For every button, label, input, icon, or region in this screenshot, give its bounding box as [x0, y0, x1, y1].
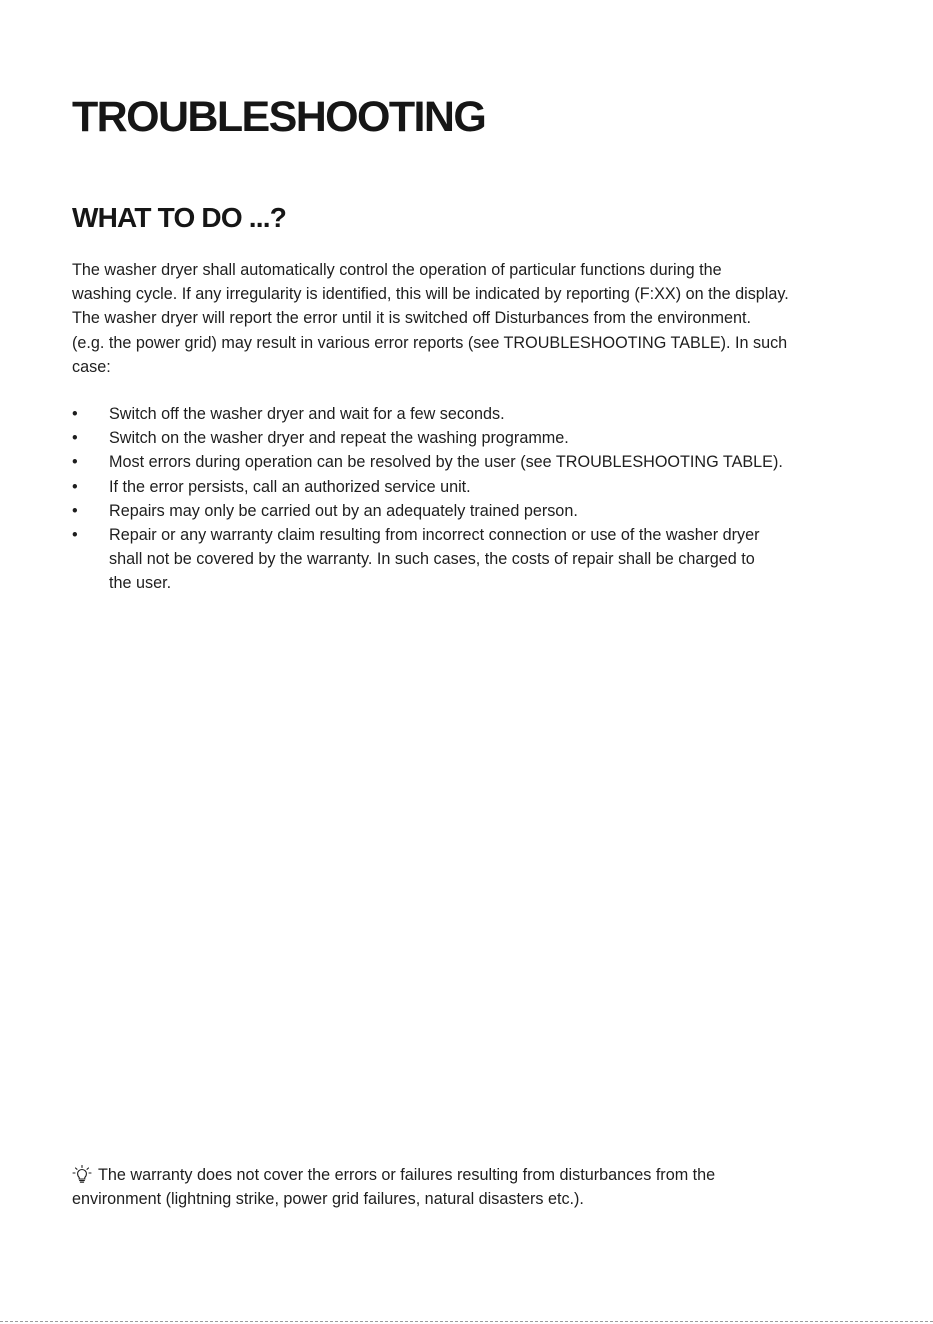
intro-line: case:: [72, 357, 111, 376]
bullet-marker: •: [72, 453, 78, 472]
list-item: [72, 426, 872, 450]
note-line: environment (lightning strike, power grid failures, natural disasters etc.).: [72, 1190, 584, 1209]
list-item-text: If the error persists, call an authorized service unit.: [109, 477, 471, 496]
bullet-marker: •: [72, 429, 78, 448]
list-item-text: Switch on the washer dryer and repeat the washing programme.: [109, 429, 569, 448]
intro-line: (e.g. the power grid) may result in various error reports (see TROUBLESHOOTING TABLE). In such: [72, 333, 788, 352]
list-item: [72, 499, 872, 523]
list-item-text: Repair or any warranty claim resulting from incorrect connection or use of the washer dryer: [109, 526, 760, 545]
bullet-marker: •: [72, 501, 78, 520]
list-item: [72, 402, 872, 426]
instruction-list: [72, 402, 872, 596]
lightbulb-icon: [72, 1165, 92, 1183]
list-item: [72, 450, 872, 474]
intro-line: The washer dryer will report the error until it is switched off Disturbances from the environment.: [72, 309, 751, 328]
list-item: [72, 475, 872, 499]
list-item: [72, 523, 872, 596]
page-title: TROUBLESHOOTING: [72, 93, 486, 141]
footer-divider: [0, 1321, 933, 1322]
list-item-text: Most errors during operation can be resolved by the user (see TROUBLESHOOTING TABLE).: [109, 453, 783, 472]
list-item-text: the user.: [109, 574, 172, 593]
intro-line: washing cycle. If any irregularity is identified, this will be indicated by reporting (F:XX) on the display.: [72, 285, 789, 304]
intro-paragraph: [72, 258, 872, 379]
list-item-text: Switch off the washer dryer and wait for a few seconds.: [109, 405, 505, 423]
bullet-marker: •: [72, 526, 78, 545]
list-item-text: shall not be covered by the warranty. In such cases, the costs of repair shall be charged to: [109, 550, 755, 569]
bullet-marker: •: [72, 477, 78, 496]
intro-line: The washer dryer shall automatically control the operation of particular functions during the: [72, 261, 722, 279]
note-line: [72, 1163, 872, 1187]
warranty-note: [72, 1163, 872, 1211]
bullet-marker: •: [72, 405, 78, 423]
list-item-text: Repairs may only be carried out by an adequately trained person.: [109, 501, 578, 520]
section-title: WHAT TO DO ...?: [72, 202, 287, 233]
note-text: The warranty does not cover the errors or failures resulting from disturbances from the: [98, 1166, 716, 1184]
